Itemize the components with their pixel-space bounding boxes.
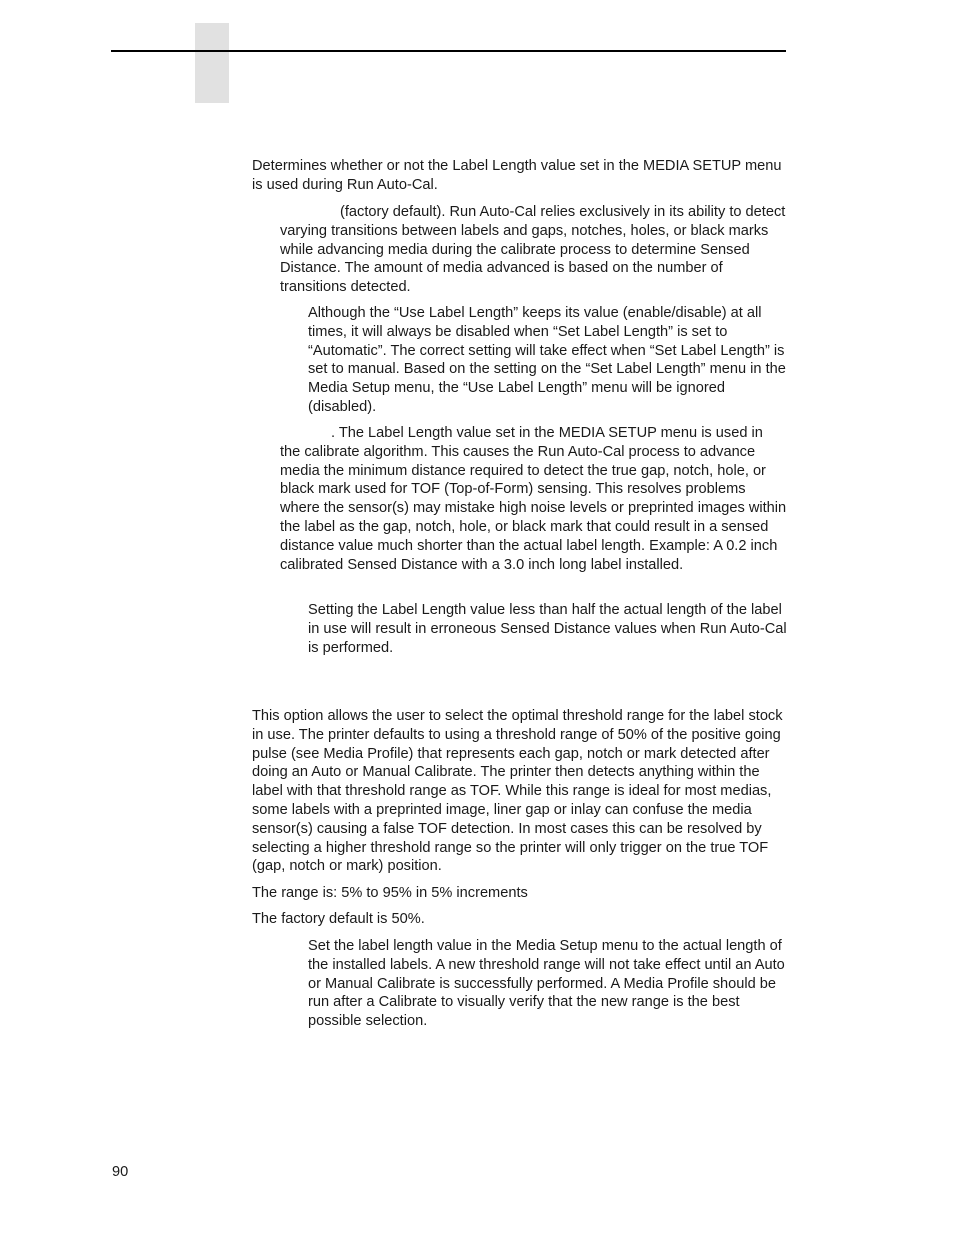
page-number: 90 [112, 1164, 129, 1180]
threshold-range: The range is: 5% to 95% in 5% increments [252, 885, 528, 901]
threshold-note: Set the label length value in the Media Setup menu to the actual length of the installed labels. A new threshold range will not take effect until an Auto or Manual Calibrate is successfully performed. A Media Profile should be run after a Calibrate to visually verify that the new range is the best possible selection. [308, 938, 785, 1030]
use-label-length-intro: Determines whether or not the Label Length value set in the MEDIA SETUP menu is used during Run Auto-Cal. [252, 158, 782, 193]
threshold-default: The factory default is 50%. [252, 911, 425, 927]
header-rule [111, 50, 786, 52]
threshold-intro: This option allows the user to select the optimal threshold range for the label stock in use. The printer defaults to using a threshold range of 50% of the positive going pulse (see Media Profile) that represents each gap, notch or mark detected after doing an Auto or Manual Calibrate. The printer then detects anything within the label with that threshold range as TOF. While this range is ideal for most medias, some labels with a preprinted image, liner gap or inlay can confuse the media sensor(s) causing a false TOF detection. In most cases this can be resolved by selecting a higher threshold range so the printer will only trigger on the true TOF (gap, notch or mark) position. [252, 708, 783, 875]
header-tab [195, 23, 229, 103]
enable-option-description: . The Label Length value set in the MEDIA SETUP menu is used in the calibrate algorithm. This causes the Run Auto-Cal process to advance media the minimum distance required to detect the true gap, notch, hole, or black mark used for TOF (Top-of-Form) sensing. This resolves problems where the sensor(s) may mistake high noise levels or preprinted images within the label as the gap, notch, hole, or black mark that could result in a sensed distance value much shorter than the actual label length. Example: A 0.2 inch calibrated Sensed Distance with a 3.0 inch long label installed. [280, 425, 787, 573]
enable-option-note: Setting the Label Length value less than half the actual length of the label in use will result in erroneous Sensed Distance values when Run Auto-Cal is performed. [308, 602, 787, 656]
disable-option-note: Although the “Use Label Length” keeps its value (enable/disable) at all times, it will always be disabled when “Set Label Length” is set to “Automatic”. The correct setting will take effect when “Set Label Length” is set to manual. Based on the setting on the “Set Label Length” menu in the Media Setup menu, the “Use Label Length” menu will be ignored (disabled). [308, 305, 786, 415]
disable-option-description: (factory default). Run Auto-Cal relies exclusively in its ability to detect varying transitions between labels and gaps, notches, holes, or black marks while advancing media during the calibrate process to determine Sensed Distance. The amount of media advanced is based on the number of transitions detected. [280, 204, 786, 296]
